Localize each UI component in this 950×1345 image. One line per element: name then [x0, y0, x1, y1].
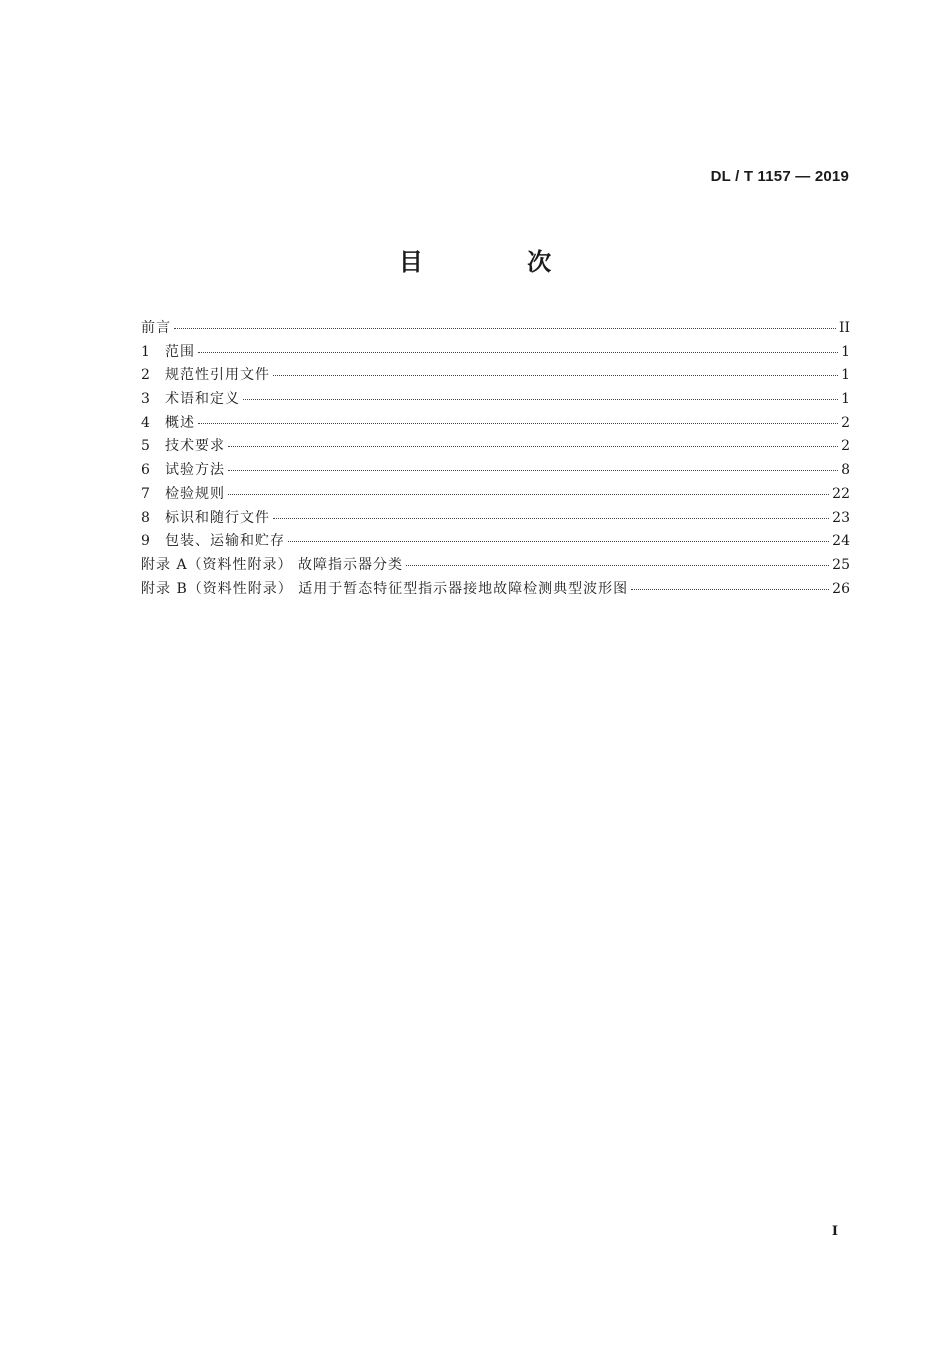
toc-entry-label: 试验方法 [165, 462, 225, 479]
toc-entry-number: 4 [141, 414, 150, 431]
toc-entry-label: 检验规则 [165, 485, 225, 502]
toc-entry-3[interactable] [141, 388, 850, 412]
standard-code: DL / T 1157 — 2019 [710, 168, 849, 185]
toc-entry-4[interactable] [141, 412, 850, 436]
toc-entry-appendix-a[interactable] [141, 554, 850, 578]
toc-entry-page: 1 [841, 343, 850, 360]
toc-title: 目 次 [398, 248, 600, 276]
toc-entry-page: 23 [832, 509, 850, 526]
toc-entry-2[interactable] [141, 364, 850, 388]
dot-leader [228, 469, 838, 471]
toc-entry-number: 1 [141, 343, 150, 360]
toc-entry-label: 附录 B（资料性附录） 适用于暂态特征型指示器接地故障检测典型波形图 [141, 580, 629, 597]
dot-leader [228, 445, 838, 447]
dot-leader [406, 564, 829, 566]
page-number: I [831, 1224, 838, 1239]
dot-leader [198, 351, 838, 353]
toc-entry-number: 5 [141, 438, 150, 455]
toc-entry-label: 前言 [141, 320, 171, 336]
toc-entry-9[interactable] [141, 530, 850, 554]
toc-entry-page: 26 [832, 580, 850, 597]
toc-entry-label: 标识和随行文件 [165, 509, 270, 526]
toc-entry-page: 1 [841, 391, 850, 408]
toc-entry-number: 2 [141, 367, 150, 384]
dot-leader [228, 493, 829, 495]
toc-entry-5[interactable] [141, 435, 850, 459]
table-of-contents [141, 317, 850, 601]
dot-leader [198, 422, 838, 424]
toc-entry-page: 8 [841, 462, 850, 479]
dot-leader [288, 540, 829, 542]
toc-entry-1[interactable] [141, 341, 850, 365]
toc-entry-label: 术语和定义 [165, 391, 240, 408]
toc-entry-label: 技术要求 [165, 438, 225, 455]
toc-entry-label: 规范性引用文件 [165, 367, 270, 384]
toc-entry-6[interactable] [141, 459, 850, 483]
dot-leader [273, 517, 829, 519]
toc-entry-number: 8 [141, 509, 150, 526]
dot-leader [174, 327, 836, 329]
toc-entry-number: 7 [141, 485, 150, 502]
toc-entry-label: 范围 [165, 343, 195, 360]
dot-leader [243, 398, 838, 400]
dot-leader [273, 374, 838, 376]
toc-entry-page: 2 [841, 438, 850, 455]
toc-entry-page: 25 [832, 556, 850, 573]
toc-entry-page: 24 [832, 533, 850, 550]
toc-entry-number: 9 [141, 533, 150, 550]
toc-entry-preface[interactable] [141, 317, 850, 341]
toc-entry-label: 概述 [165, 414, 195, 431]
toc-entry-number: 6 [141, 462, 150, 479]
toc-entry-label: 包装、运输和贮存 [165, 533, 285, 550]
toc-entry-number: 3 [141, 391, 150, 408]
dot-leader [631, 588, 829, 590]
toc-entry-page: II [838, 320, 850, 336]
toc-entry-appendix-b[interactable] [141, 578, 850, 602]
toc-entry-label: 附录 A（资料性附录） 故障指示器分类 [141, 556, 404, 573]
toc-entry-page: 2 [841, 414, 850, 431]
toc-entry-8[interactable] [141, 507, 850, 531]
toc-entry-page: 22 [832, 485, 850, 502]
toc-entry-7[interactable] [141, 483, 850, 507]
toc-entry-page: 1 [841, 367, 850, 384]
